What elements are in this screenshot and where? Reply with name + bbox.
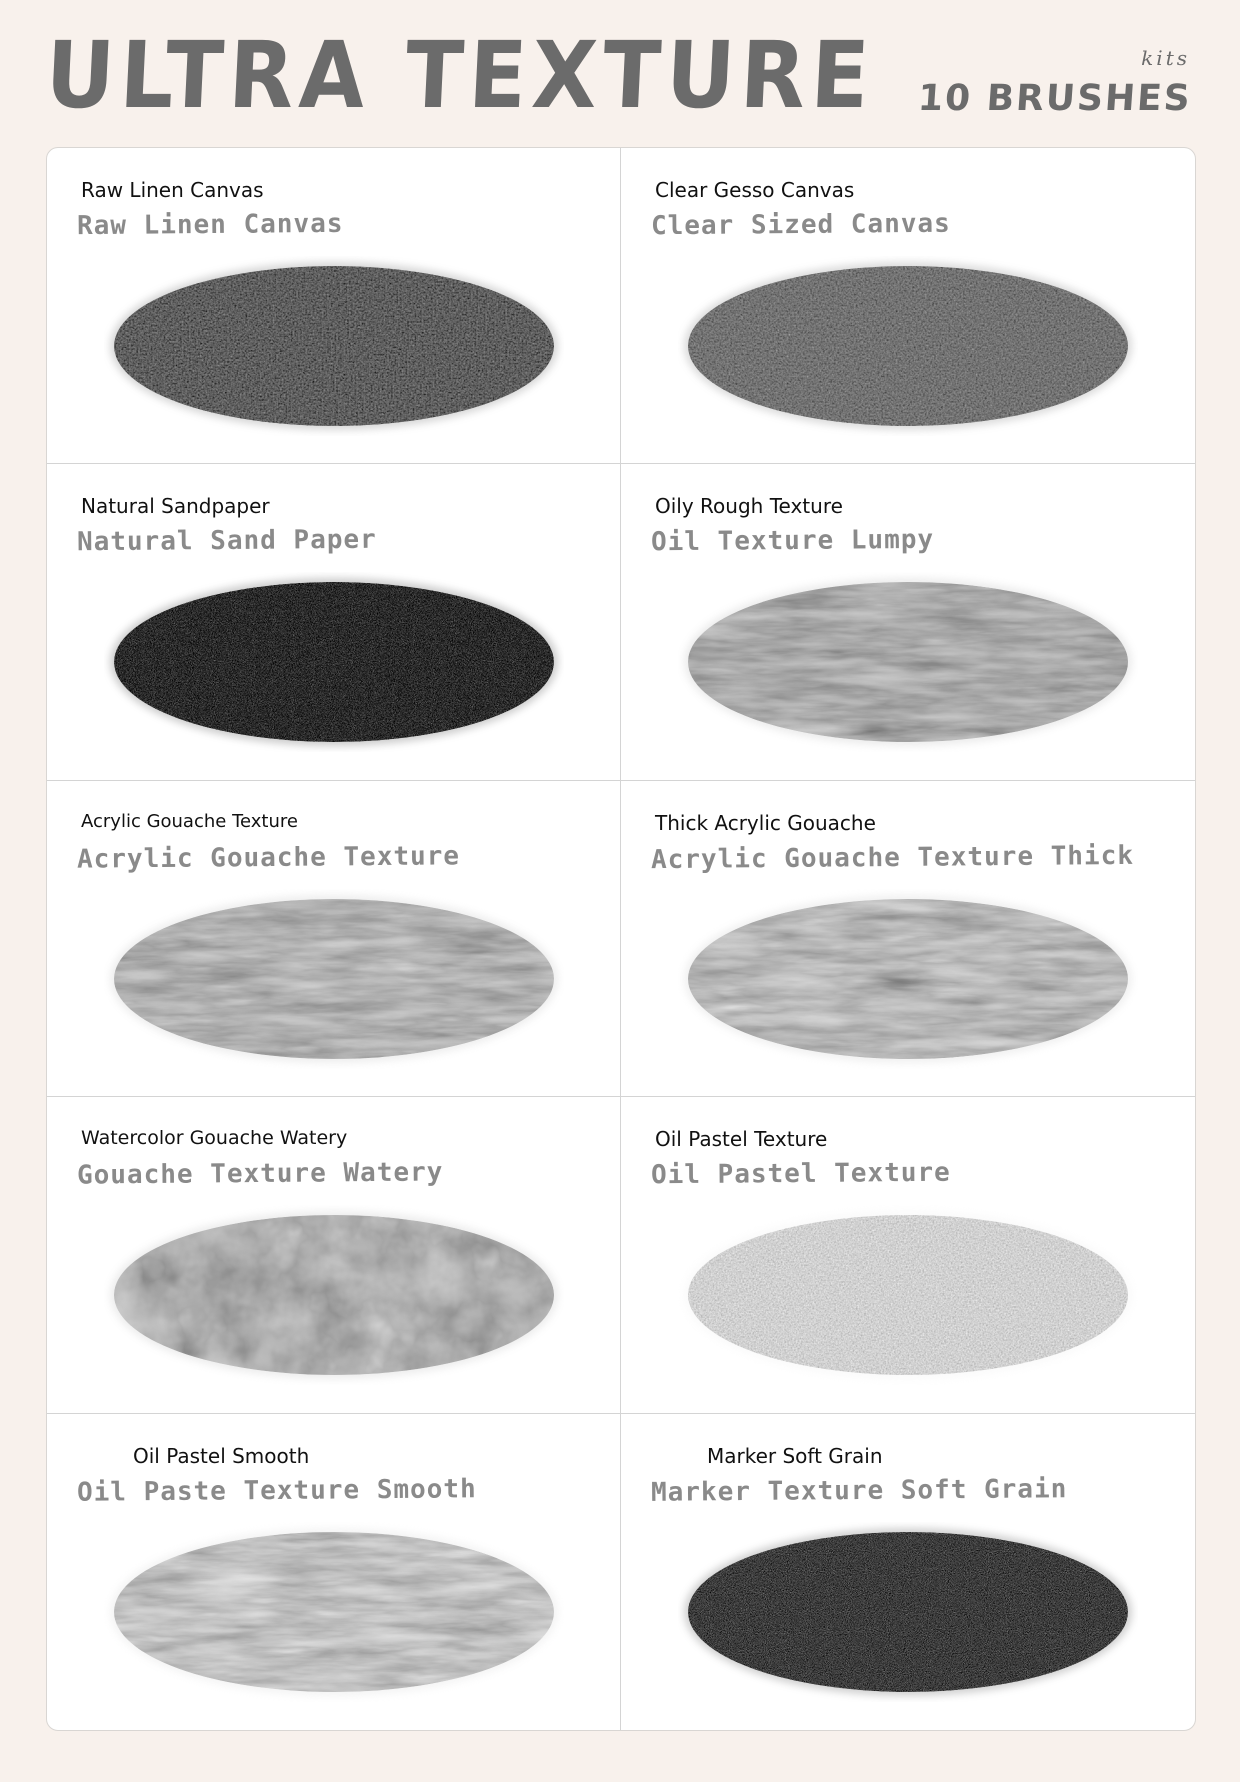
brush-label: Oil Texture Lumpy <box>650 525 935 558</box>
brush-name: Clear Gesso Canvas <box>655 178 855 202</box>
brush-name: Watercolor Gouache Watery <box>81 1127 348 1150</box>
brush-label: Marker Texture Soft Grain <box>650 1473 1068 1508</box>
brush-swatch <box>104 1205 564 1385</box>
brush-card <box>621 1097 1195 1413</box>
brush-swatch <box>104 889 564 1069</box>
brush-label: Natural Sand Paper <box>76 525 377 558</box>
brush-card <box>47 781 621 1097</box>
brush-card <box>621 781 1195 1097</box>
brush-label: Gouache Texture Watery <box>76 1157 444 1191</box>
brush-name: Oil Pastel Texture <box>655 1127 828 1152</box>
brush-name: Acrylic Gouache Texture <box>81 810 298 832</box>
brush-card <box>621 148 1195 464</box>
brush-swatch <box>104 256 564 436</box>
brush-card <box>621 464 1195 780</box>
brush-swatch <box>104 572 564 752</box>
signature: kits <box>1141 46 1190 70</box>
brush-card <box>47 148 621 464</box>
brush-grid <box>46 147 1196 1731</box>
brush-card <box>621 1414 1195 1730</box>
brush-label: Acrylic Gouache Texture <box>76 841 461 875</box>
brush-swatch <box>678 572 1138 752</box>
brush-swatch <box>678 256 1138 436</box>
brush-label: Oil Pastel Texture <box>650 1157 951 1191</box>
page-title: ULTRA TEXTURE <box>43 22 877 129</box>
brush-name: Oil Pastel Smooth <box>133 1443 310 1468</box>
brush-name: Oily Rough Texture <box>655 494 843 519</box>
brush-swatch <box>678 1205 1138 1385</box>
brush-swatch <box>678 1522 1138 1702</box>
brush-card <box>47 1414 621 1730</box>
brush-card <box>47 1097 621 1413</box>
brush-label: Oil Paste Texture Smooth <box>76 1473 477 1508</box>
brush-name: Raw Linen Canvas <box>81 178 264 202</box>
brush-count: 10 BRUSHES <box>916 78 1194 119</box>
brush-label: Acrylic Gouache Texture Thick <box>650 840 1135 875</box>
brush-name: Marker Soft Grain <box>707 1443 883 1468</box>
brush-label: Raw Linen Canvas <box>76 208 344 242</box>
brush-swatch <box>104 1522 564 1702</box>
brush-swatch <box>678 889 1138 1069</box>
brush-card <box>47 464 621 780</box>
brush-label: Clear Sized Canvas <box>650 208 951 242</box>
brush-name: Thick Acrylic Gouache <box>655 810 876 835</box>
brush-name: Natural Sandpaper <box>81 494 270 519</box>
